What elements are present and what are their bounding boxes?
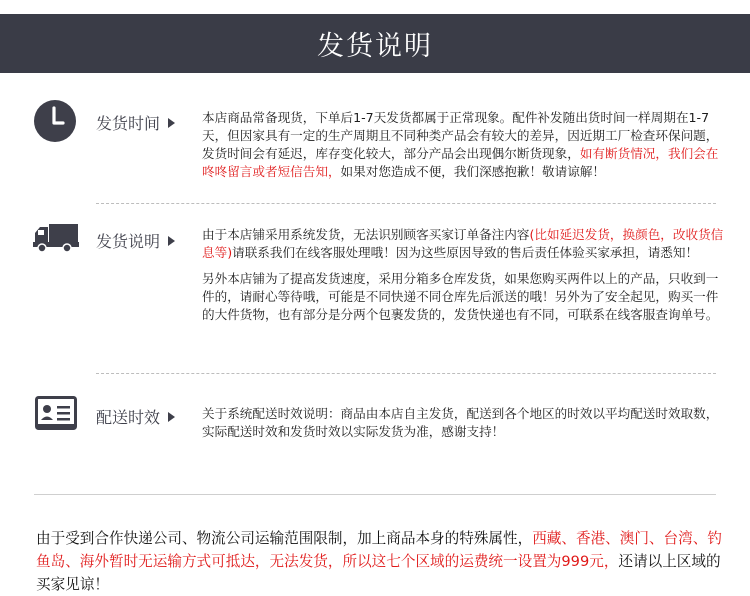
- clock-icon: [33, 99, 77, 147]
- arrow-right-icon: [168, 118, 175, 128]
- page-header: [0, 14, 750, 73]
- divider: [96, 203, 716, 204]
- paragraph: 关于系统配送时效说明：商品由本店自主发货，配送到各个地区的时效以平均配送时效取数，实际配送时效和发货时效以实际发货为准，感谢支持！: [202, 406, 719, 439]
- divider: [34, 494, 716, 495]
- section-text: [202, 226, 724, 324]
- paragraph: 由于本店铺采用系统发货，无法识别顾客买家订单备注内容(比如延迟发货，换颜色，改收货信息等)请联系我们在线客服处理哦！因为这些原因导致的售后责任体验买家承担，请悉知！: [202, 227, 724, 260]
- shipping-restriction-notice: 由于受到合作快递公司、物流公司运输范围限制，加上商品本身的特殊属性，西藏、香港、澳门、台湾、钓鱼岛、海外暂时无运输方式可抵达，无法发货，所以这七个区域的运费统一设置为999元，还请以上区域的买家见谅！: [36, 530, 722, 593]
- paragraph: 另外本店铺为了提高发货速度，采用分箱多仓库发货，如果您购买两件以上的产品，只收到一件的，请耐心等待哦，可能是不同快递不同仓库先后派送的哦！另外为了安全起见，购买一件的大件货物，也有部分是分两个包裹发货的，发货快递也有不同，可联系在线客服查询单号。: [202, 271, 719, 322]
- arrow-right-icon: [168, 236, 175, 246]
- truck-icon: [33, 222, 79, 258]
- paragraph: 本店商品常备现货，下单后1-7天发货都属于正常现象。配件补发随出货时间一样周期在1-7天，但因家具有一定的生产周期且不同种类产品会有较大的差异，因近期工厂检查环保问题，发货时间会有延迟，库存变化较大，部分产品会出现偶尔断货现象，如有断货情况，我们会在咚咚留言或者短信告知，如果对您造成不便，我们深感抱歉！敬请谅解！: [202, 110, 719, 179]
- arrow-right-icon: [168, 412, 175, 422]
- divider: [96, 373, 716, 374]
- section-label: 配送时效: [96, 405, 175, 428]
- section-label: 发货说明: [96, 229, 175, 252]
- section-label: 发货时间: [96, 111, 175, 134]
- section-text: [202, 109, 724, 181]
- delivery-card-icon: [35, 396, 77, 434]
- section-text: [202, 405, 724, 441]
- page-title: 发货说明: [317, 31, 433, 62]
